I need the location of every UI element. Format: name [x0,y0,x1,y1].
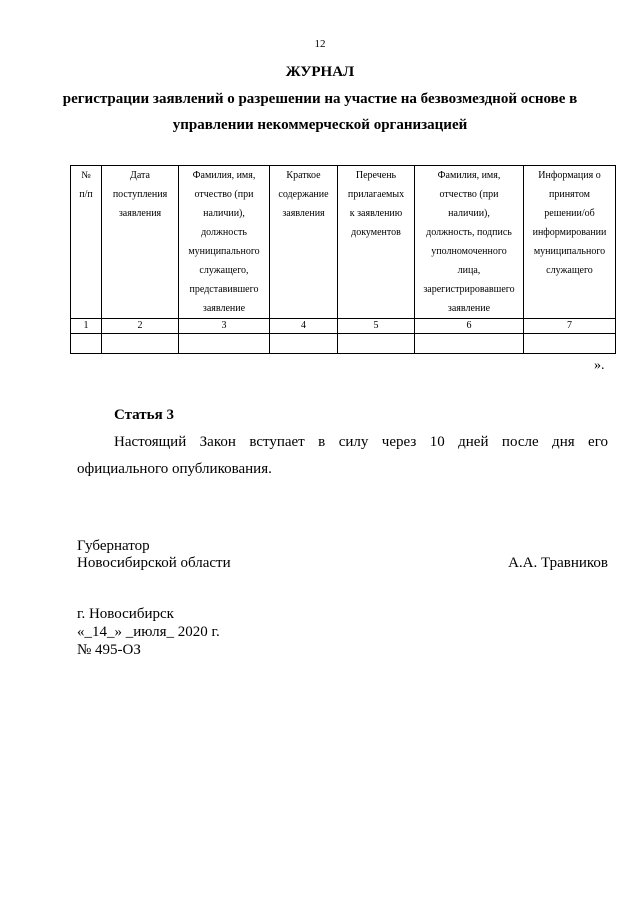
column-header-3 [179,166,270,319]
column-number-cell: 5 [338,319,415,334]
column-number-cell: 1 [71,319,102,334]
column-number-cell: 2 [102,319,179,334]
column-header-line: должность, подпись [426,227,512,238]
article-text-line-2: официального опубликования. [77,461,272,477]
page-number: 12 [314,38,326,50]
column-header-line: заявление [447,303,491,314]
article-text-line-1: Настоящий Закон вступает в силу через 10 дней после дня его [114,434,608,450]
column-header-6 [415,166,524,319]
empty-cell [338,334,415,354]
column-header-line: должность [201,227,247,238]
column-header-line: Дата [130,170,150,181]
column-header-line: Перечень [355,170,397,181]
column-number-cell: 3 [179,319,270,334]
article-title: Статья 3 [114,407,174,423]
column-header-line: наличии), [203,208,245,219]
column-number-cell: 7 [524,319,616,334]
journal-subtitle-line-2: управлении некоммерческой организацией [172,117,468,133]
column-header-line: принятом [548,189,591,200]
signatory-region: Новосибирской области [77,555,231,571]
empty-cell [179,334,270,354]
column-number-row [71,319,616,334]
registration-journal-table [70,165,616,354]
column-header-line: отчество (при [194,189,254,200]
empty-cell [415,334,524,354]
column-header-1 [71,166,102,319]
empty-cell [270,334,338,354]
journal-subtitle-line-1: регистрации заявлений о разрешении на участие на безвозмездной основе в [62,91,578,107]
law-number: № 495-ОЗ [77,642,141,658]
column-header-line: уполномоченного [431,246,507,257]
column-header-4 [270,166,338,319]
column-header-line: Фамилия, имя, [437,170,501,181]
column-number-cell: 6 [415,319,524,334]
column-header-line: прилагаемых [347,189,405,200]
journal-title: ЖУРНАЛ [285,64,355,80]
column-header-line: п/п [79,189,93,200]
empty-cell [71,334,102,354]
signatory-position: Губернатор [77,538,150,554]
empty-entry-row [71,334,616,354]
signatory-name: А.А. Травников [508,555,608,571]
empty-cell [102,334,179,354]
column-header-line: информировании [532,227,607,238]
column-header-line: содержание [278,189,329,200]
column-header-line: представившего [189,284,259,295]
column-header-line: муниципального [533,246,606,257]
column-header-line: поступления [112,189,168,200]
column-header-line: к заявлению [349,208,403,219]
column-header-line: документов [351,227,401,238]
place-of-signing: г. Новосибирск [77,606,174,622]
column-number-cell: 4 [270,319,338,334]
empty-cell [524,334,616,354]
column-header-line: Информация о [538,170,601,181]
column-header-line: отчество (при [439,189,499,200]
column-header-line: заявления [118,208,162,219]
column-header-7 [524,166,616,319]
column-header-line: муниципального [188,246,260,257]
column-header-line: Фамилия, имя, [192,170,256,181]
column-header-2 [102,166,179,319]
closing-quote: ». [594,358,605,373]
column-header-5 [338,166,415,319]
column-header-line: заявление [202,303,246,314]
column-header-line: лица, [457,265,481,276]
column-header-line: наличии), [448,208,490,219]
column-header-line: решении/об [544,208,595,219]
column-header-line: № [81,170,91,181]
column-header-line: служащего [546,265,593,276]
date-of-signing: «_14_» _июля_ 2020 г. [77,624,220,640]
column-header-line: зарегистрировавшего [423,284,515,295]
column-header-line: заявления [282,208,325,219]
table-header-row [71,166,616,319]
column-header-line: Краткое [286,170,321,181]
column-header-line: служащего, [199,265,249,276]
